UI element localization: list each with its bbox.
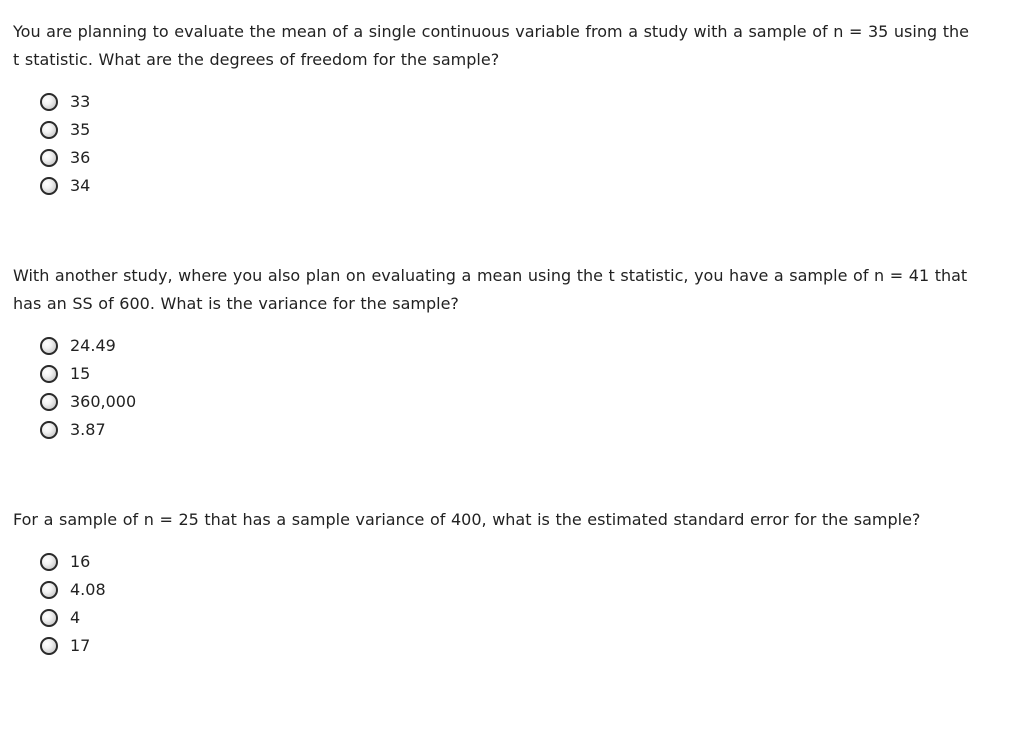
question-1-option-1[interactable] [40, 88, 1019, 116]
question-3-options [40, 548, 1019, 660]
question-3 [13, 506, 1019, 660]
question-3-option-4[interactable] [40, 632, 1019, 660]
option-label: 4 [70, 608, 81, 627]
question-2-prompt-line-1: With another study, where you also plan on evaluating a mean using the t statistic, you have a sample of n = 41 that [13, 266, 968, 285]
question-1-option-2[interactable] [40, 116, 1019, 144]
radio-button[interactable] [40, 421, 58, 439]
option-label: 15 [70, 364, 91, 383]
question-3-option-1[interactable] [40, 548, 1019, 576]
option-label: 35 [70, 120, 91, 139]
option-label: 33 [70, 92, 91, 111]
question-3-option-3[interactable] [40, 604, 1019, 632]
question-2 [13, 262, 1019, 444]
question-1 [13, 18, 1019, 200]
radio-button[interactable] [40, 637, 58, 655]
option-label: 36 [70, 148, 91, 167]
radio-button[interactable] [40, 177, 58, 195]
question-2-prompt-line-2: has an SS of 600. What is the variance for the sample? [13, 294, 459, 313]
question-1-prompt [13, 18, 1019, 74]
radio-button[interactable] [40, 93, 58, 111]
radio-button[interactable] [40, 337, 58, 355]
question-1-options [40, 88, 1019, 200]
option-label: 34 [70, 176, 91, 195]
question-2-prompt [13, 262, 1019, 318]
radio-button[interactable] [40, 365, 58, 383]
radio-button[interactable] [40, 149, 58, 167]
question-1-prompt-line-2: t statistic. What are the degrees of freedom for the sample? [13, 50, 500, 69]
radio-button[interactable] [40, 581, 58, 599]
question-2-option-4[interactable] [40, 416, 1019, 444]
radio-button[interactable] [40, 121, 58, 139]
question-1-prompt-line-1: You are planning to evaluate the mean of a single continuous variable from a study with a sample of n = 35 using the [13, 22, 969, 41]
question-2-options [40, 332, 1019, 444]
question-3-prompt [13, 506, 1019, 534]
option-label: 17 [70, 636, 91, 655]
option-label: 4.08 [70, 580, 106, 599]
question-3-prompt-line-1: For a sample of n = 25 that has a sample variance of 400, what is the estimated standard error for the sample? [13, 510, 921, 529]
question-2-option-3[interactable] [40, 388, 1019, 416]
question-2-option-1[interactable] [40, 332, 1019, 360]
question-1-option-4[interactable] [40, 172, 1019, 200]
question-3-option-2[interactable] [40, 576, 1019, 604]
question-1-option-3[interactable] [40, 144, 1019, 172]
option-label: 16 [70, 552, 91, 571]
option-label: 24.49 [70, 336, 116, 355]
radio-button[interactable] [40, 553, 58, 571]
radio-button[interactable] [40, 393, 58, 411]
option-label: 360,000 [70, 392, 137, 411]
radio-button[interactable] [40, 609, 58, 627]
question-2-option-2[interactable] [40, 360, 1019, 388]
option-label: 3.87 [70, 420, 106, 439]
